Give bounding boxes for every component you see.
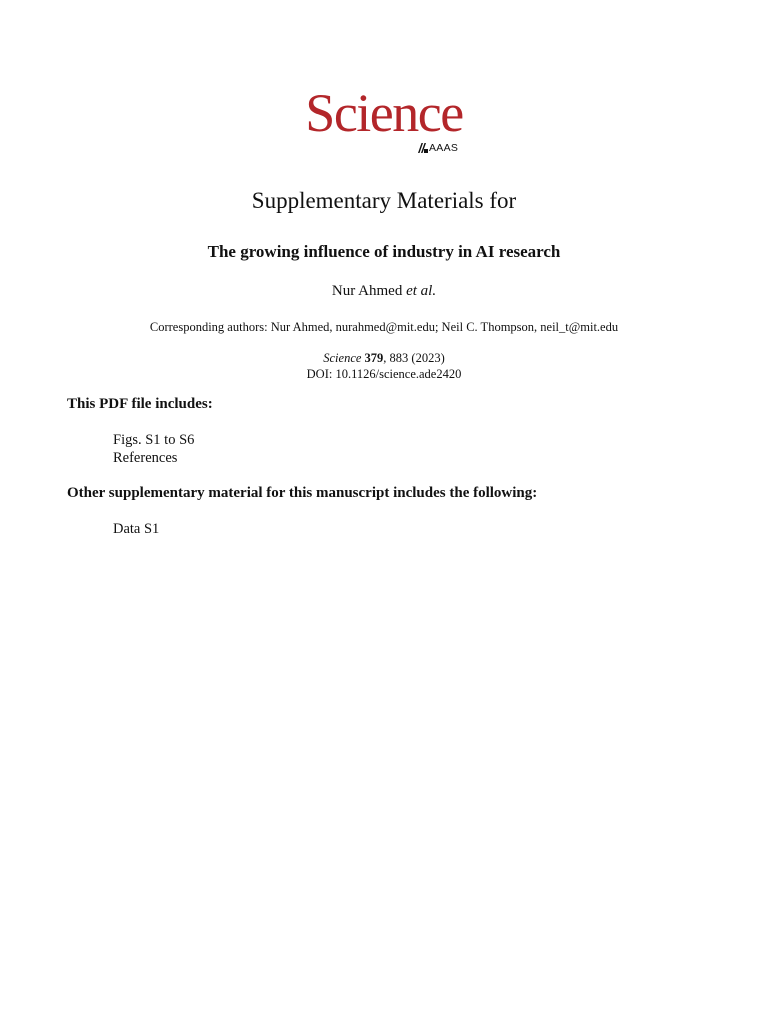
other-material-heading: Other supplementary material for this manuscript includes the following: [67, 485, 538, 501]
author-name: Nur Ahmed [331, 283, 403, 299]
citation-journal: Science [323, 351, 362, 365]
supplementary-title: Supplementary Materials for [251, 188, 517, 213]
includes-heading: This PDF file includes: [67, 396, 213, 412]
citation-block [0, 350, 768, 382]
list-item: References [113, 450, 178, 466]
aaas-mark-icon [418, 143, 428, 153]
aaas-label: AAAS [429, 142, 459, 154]
list-item: Figs. S1 to S6 [113, 432, 195, 448]
paper-title: The growing influence of industry in AI research [207, 242, 561, 261]
logo-wordmark: Science [305, 83, 463, 143]
aaas-logo [418, 142, 458, 154]
citation-pages-year: , 883 (2023) [383, 351, 445, 365]
author-line [0, 283, 768, 300]
science-logo [0, 83, 768, 143]
author-etal: et al. [406, 283, 437, 299]
citation-doi: DOI: 10.1126/science.ade2420 [306, 367, 462, 381]
citation-volume: 379 [364, 351, 384, 365]
corresponding-authors: Corresponding authors: Nur Ahmed, nurahmed@mit.edu; Neil C. Thompson, neil_t@mit.edu [149, 320, 619, 334]
list-item: Data S1 [113, 521, 160, 537]
other-material-list [113, 520, 159, 538]
citation-line [0, 350, 768, 366]
includes-list [113, 431, 194, 467]
